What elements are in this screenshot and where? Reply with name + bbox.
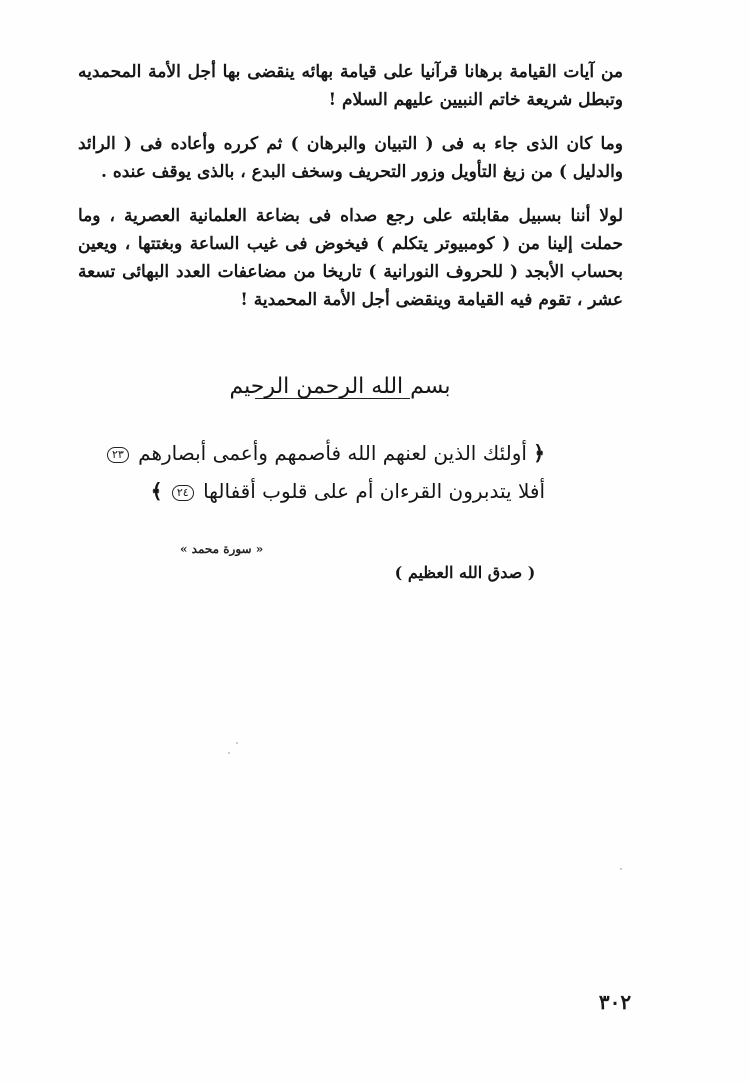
closing-phrase: ( صدق الله العظيم )	[394, 563, 536, 582]
surah-reference: « سورة محمد »	[180, 542, 264, 556]
scan-speck	[228, 752, 230, 754]
paragraph-2	[78, 130, 623, 186]
verse-close-bracket: ﴾	[150, 479, 163, 503]
verse-text: أولئك الذين لعنهم الله فأصمهم وأعمى أبصارهم	[138, 441, 527, 465]
paragraph-text: وما كان الذى جاء به فى ( التبيان والبرهان ) ثم كرره وأعاده فى ( الرائد والدليل ) من زيغ التأويل وزور التحريف وسخف البدع ، بالذى يوقف عنده .	[78, 134, 623, 182]
page-number: ٣٠٢	[598, 990, 632, 1014]
ayah-number-badge: ٢٤	[172, 485, 194, 501]
quran-verse-line-2	[150, 476, 545, 506]
paragraph-3	[78, 202, 623, 314]
verse-text: أفلا يتدبرون القرءان أم على قلوب أقفالها	[203, 479, 545, 503]
paragraph-text: من آيات القيامة برهانا قرآنيا على قيامة بهائه ينقضى بها أجل الأمة المحمديه وتبطل شريعة خاتم النبيين عليهم السلام !	[78, 62, 623, 110]
scan-speck	[620, 868, 622, 870]
verse-open-bracket: ﴿	[533, 441, 545, 465]
basmala-text: بسم الله الرحمن الرحيم	[229, 374, 451, 399]
basmala-calligraphy	[215, 374, 465, 414]
quran-verse-line-1	[111, 438, 545, 468]
scan-speck	[236, 742, 238, 744]
ayah-number-badge: ٢٣	[107, 447, 129, 463]
paragraph-text: لولا أننا بسبيل مقابلته على رجع صداه فى بضاعة العلمانية العصرية ، وما حملت إلينا من ( كومبيوتر يتكلم ) فيخوض فى غيب الساعة وبغتتها ، ويعين بحساب الأبجد ( للحروف النورانية ) تاريخا من مضاعفات العدد البهائى تسعة عشر ، تقوم فيه القيامة وينقضى أجل الأمة المحمدية !	[78, 206, 623, 310]
paragraph-1	[78, 58, 623, 114]
